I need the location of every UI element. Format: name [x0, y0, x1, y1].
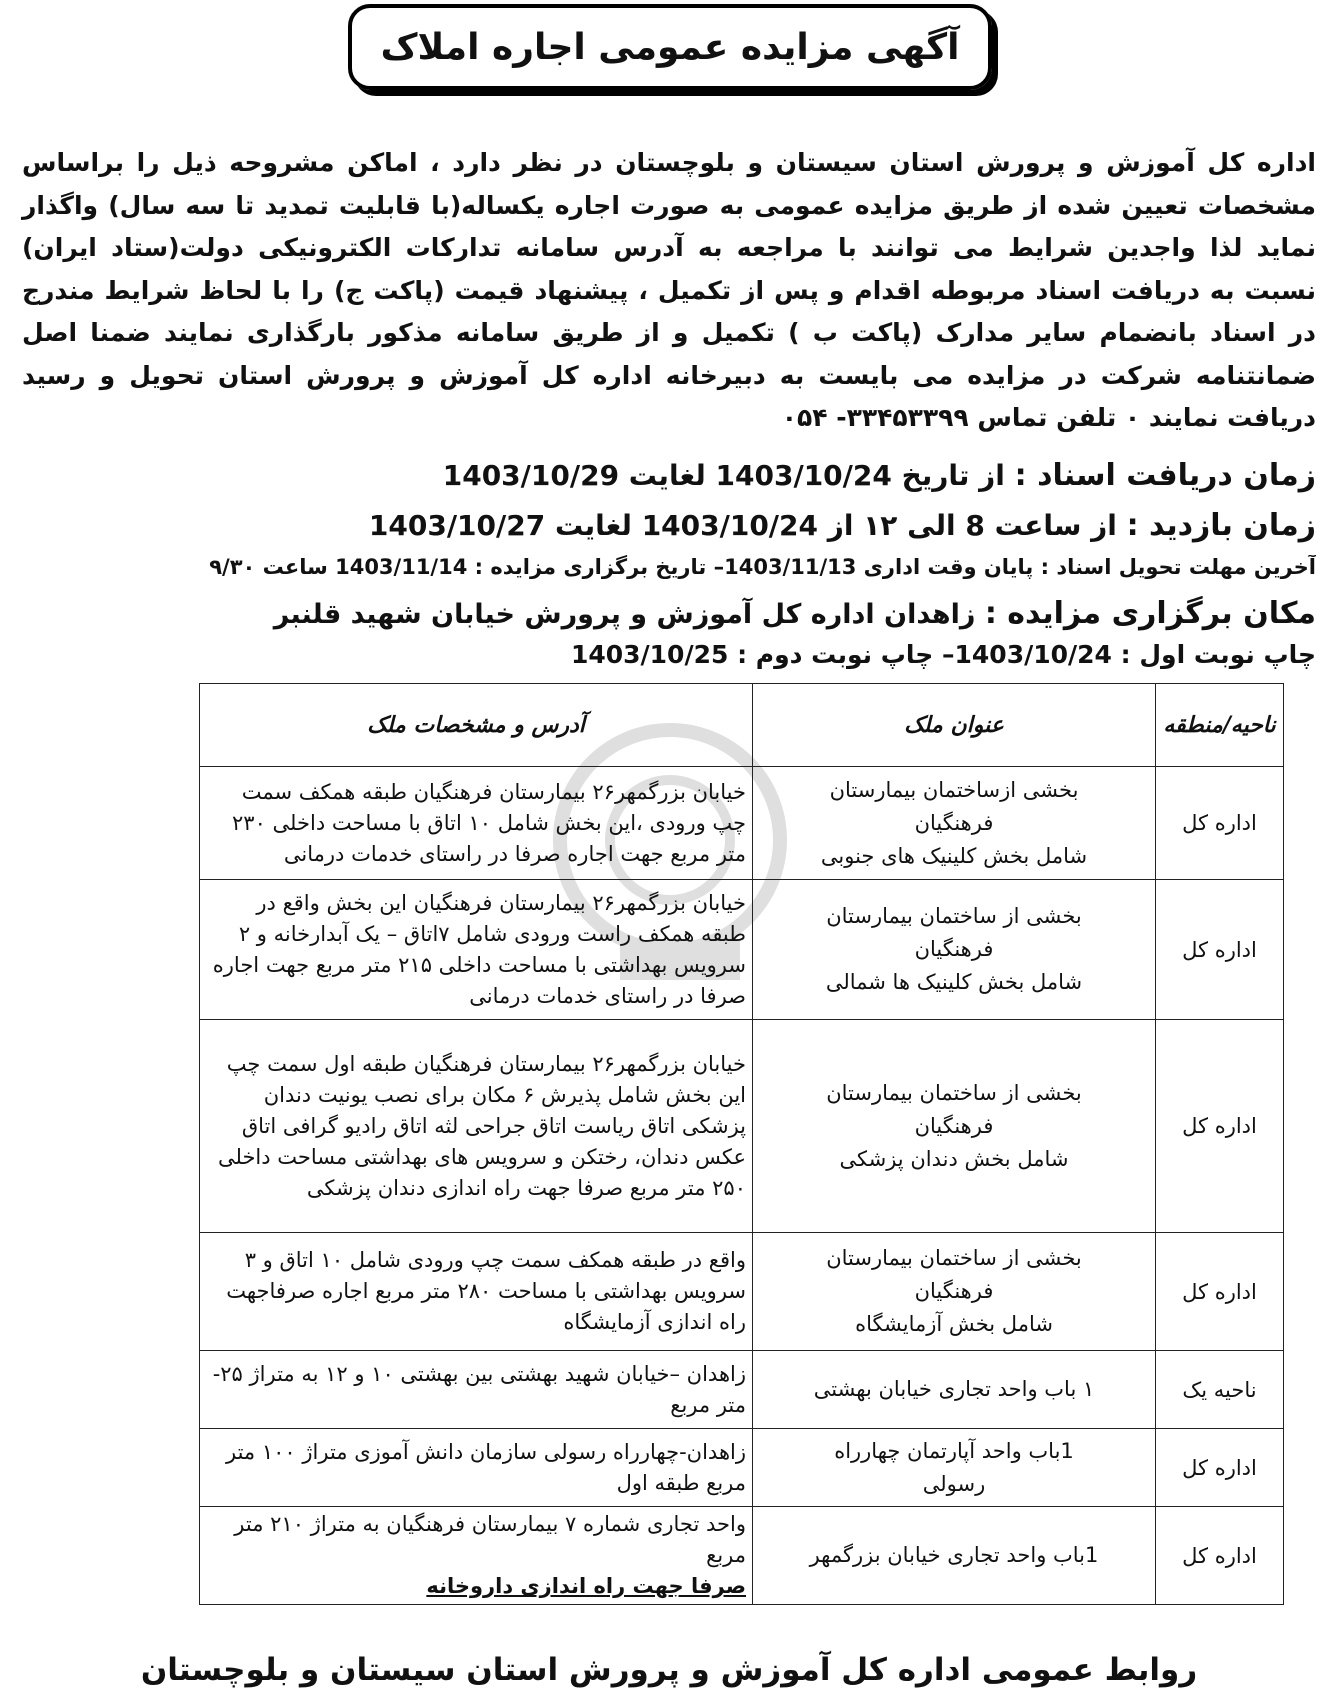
table-row	[200, 1020, 1284, 1233]
table-row	[200, 880, 1284, 1020]
row-title-line: 1باب واحد آپارتمان چهارراه	[834, 1438, 1074, 1463]
footer-public-relations: روابط عمومی اداره کل آموزش و پرورش استان سیستان و بلوچستان	[140, 1652, 1198, 1688]
row-address: واقع در طبقه همکف سمت چپ ورودی شامل ۱۰ اتاق و ۳ سرویس بهداشتی با مساحت ۲۸۰ متر مربع اجاره صرفاجهت راه اندازی آزمایشگاه	[200, 1233, 753, 1351]
row-title	[753, 767, 1156, 880]
row-region: اداره کل	[1156, 1429, 1284, 1507]
deadline-label: آخرین مهلت تحویل اسناد :	[1040, 555, 1316, 579]
deadline-line	[22, 555, 1316, 579]
row-title	[753, 1020, 1156, 1233]
row-address	[200, 1507, 753, 1605]
title-frame	[348, 4, 992, 90]
row-region: ناحیه یک	[1156, 1351, 1284, 1429]
deadline-value: پایان وقت اداری 1403/11/13– تاریخ برگزاری مزایده : 1403/11/14 ساعت ۹/۳۰	[209, 555, 1034, 579]
print-dates-value: چاپ نوبت اول : 1403/10/24– چاپ نوبت دوم : 1403/10/25	[570, 640, 1316, 669]
doc-receipt-label: زمان دریافت اسناد :	[1014, 458, 1316, 493]
venue-value: زاهدان اداره کل آموزش و پرورش خیابان شهید قلنبر	[273, 599, 976, 630]
row-title-line: بخشی از ساختمان بیمارستان	[826, 1246, 1082, 1270]
row-title-line: بخشی از ساختمان بیمارستان	[826, 1080, 1082, 1105]
venue-line	[22, 596, 1316, 631]
intro-paragraph: اداره کل آموزش و پرورش استان سیستان و بلوچستان در نظر دارد ، اماکن مشروحه ذیل را براساس مشخصات تعیین شده از طریق مزایده عمومی به صورت اجاره یکساله(با قابلیت تمدید تا سه سال) واگذار نماید لذا واجدین شرایط می توانند با مراجعه به آدرس سامانه تدارکات الکترونیکی دولت(ستاد ایران) نسبت به دریافت اسناد مربوطه اقدام و پس از تکمیل ، پیشنهاد قیمت (پاکت ج) را با لحاظ شرایط مندرج در اسناد بانضمام سایر مدارک (پاکت ب ) تکمیل و از طریق سامانه مذکور بارگذاری نمایند ضمنا اصل ضمانتنامه شرکت در مزایده می بایست به دبیرخانه اداره کل آموزش و پرورش استان تحویل و رسید دریافت نمایند ۰ تلفن تماس ۳۳۴۵۳۳۹۹- ۰۵۴	[22, 148, 1316, 432]
row-title-line: فرهنگیان	[914, 937, 994, 961]
row-title	[753, 1233, 1156, 1351]
row-region: اداره کل	[1156, 1507, 1284, 1605]
row-title-line: شامل بخش آزمایشگاه	[855, 1312, 1053, 1336]
row-title-line: شامل بخش کلینیک ها شمالی	[825, 970, 1083, 994]
row-title-line: بخشی از ساختمان بیمارستان	[826, 904, 1082, 928]
row-title-line: رسولی	[922, 1471, 986, 1496]
row-address: خیابان بزرگمهر۲۶ بیمارستان فرهنگیان طبقه همکف سمت چپ ورودی ،این بخش شامل ۱۰ اتاق با مساحت داخلی ۲۳۰ متر مربع جهت اجاره صرفا در راستای خدمات درمانی	[200, 767, 753, 880]
row-title	[753, 1429, 1156, 1507]
row-address: خیابان بزرگمهر۲۶ بیمارستان فرهنگیان این بخش واقع در طبقه همکف راست ورودی شامل ۷اتاق – یک آبدارخانه و ۲ سرویس بهداشتی با مساحت داخلی ۲۱۵ متر مربع جهت اجاره صرفا در راستای خدمات درمانی	[200, 880, 753, 1020]
doc-receipt-value: از تاریخ 1403/10/24 لغایت 1403/10/29	[442, 459, 1005, 492]
row-region: اداره کل	[1156, 880, 1284, 1020]
table-header-row	[200, 684, 1284, 767]
row-title-line: شامل بخش دندان پزشکی	[839, 1146, 1069, 1171]
header-region: ناحیه/منطقه	[1156, 684, 1284, 767]
row-title-line: شامل بخش کلینیک های جنوبی	[820, 843, 1088, 868]
properties-table	[199, 683, 1284, 1605]
visit-line	[22, 508, 1316, 543]
doc-receipt-line	[22, 458, 1316, 493]
table-row	[200, 1429, 1284, 1507]
row-title	[753, 1351, 1156, 1429]
table-row	[200, 1507, 1284, 1605]
row-region: اداره کل	[1156, 767, 1284, 880]
print-dates-line	[22, 640, 1316, 669]
row-region: اداره کل	[1156, 1020, 1284, 1233]
row-address: زاهدان –خیابان شهید بهشتی بین بهشتی ۱۰ و ۱۲ به متراژ ۲۵-متر مربع	[200, 1351, 753, 1429]
row-title-line: ۱ باب واحد تجاری خیابان بهشتی	[813, 1377, 1095, 1401]
notice-title: آگهی مزایده عمومی اجاره املاک	[380, 26, 960, 68]
header-title: عنوان ملک	[753, 684, 1156, 767]
row-title-line: فرهنگیان	[914, 1279, 994, 1303]
row-title-line: 1باب واحد تجاری خیابان بزرگمهر	[809, 1543, 1099, 1567]
row-address-emphasis: صرفا جهت راه اندازی داروخانه	[426, 1574, 746, 1598]
visit-label: زمان بازدید :	[1126, 508, 1316, 543]
header-address: آدرس و مشخصات ملک	[200, 684, 753, 767]
row-address-text: واحد تجاری شماره ۷ بیمارستان فرهنگیان به متراژ ۲۱۰ متر مربع	[234, 1512, 746, 1567]
row-address: خیابان بزرگمهر۲۶ بیمارستان فرهنگیان طبقه اول سمت چپ این بخش شامل پذیرش ۶ مکان برای نصب یونیت دندان پزشکی اتاق ریاست اتاق جراحی لثه اتاق رادیو گرافی اتاق عکس دندان، رختکن و سرویس های بهداشتی مساحت داخلی ۲۵۰ متر مربع صرفا جهت راه اندازی دندان پزشکی	[200, 1020, 753, 1233]
row-title	[753, 880, 1156, 1020]
table-row	[200, 1233, 1284, 1351]
row-title-line: بخشی ازساختمان بیمارستان	[829, 777, 1079, 802]
table-row	[200, 767, 1284, 880]
row-address: زاهدان-چهارراه رسولی سازمان دانش آموزی متراژ ۱۰۰ متر مربع طبقه اول	[200, 1429, 753, 1507]
row-title-line: فرهنگیان	[914, 810, 994, 835]
table-row	[200, 1351, 1284, 1429]
row-title	[753, 1507, 1156, 1605]
row-title-line: فرهنگیان	[914, 1113, 994, 1138]
visit-value: از ساعت 8 الی ۱۲ از 1403/10/24 لغایت 1403/10/27	[368, 509, 1117, 542]
row-region: اداره کل	[1156, 1233, 1284, 1351]
venue-label: مکان برگزاری مزایده :	[984, 596, 1316, 631]
